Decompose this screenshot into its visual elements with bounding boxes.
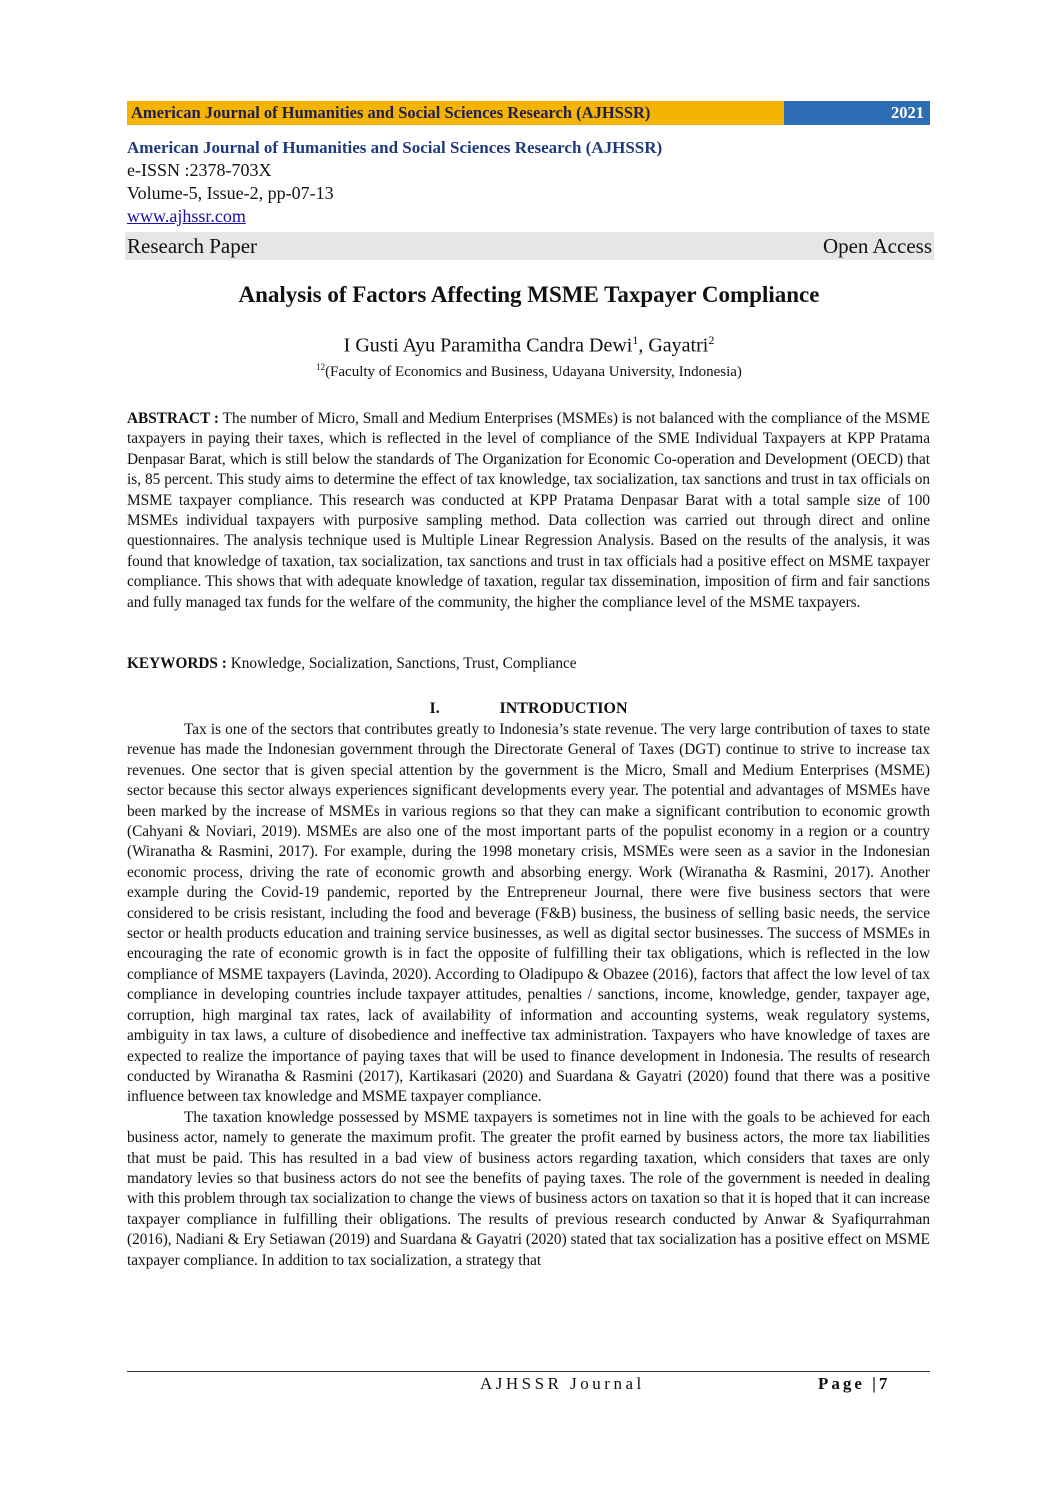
journal-meta xyxy=(127,136,662,228)
author-separator: , xyxy=(638,334,649,357)
authors-line xyxy=(0,333,1058,358)
affiliation-mark: 12 xyxy=(316,362,326,372)
journal-header-name: American Journal of Humanities and Social Sciences Research (AJHSSR) xyxy=(127,101,784,125)
abstract-label: ABSTRACT : xyxy=(127,410,220,427)
intro-paragraph-2: The taxation knowledge possessed by MSME taxpayers is sometimes not in line with the goals to be achieved for each business actor, namely to generate the maximum profit. The greater the profit earned by business actors, the more tax liabilities that must be paid. This has resulted in a bad view of business actors regarding taxation, which considers that taxes are only mandatory levies so that business actors do not see the benefits of paying taxes. The role of the government is needed in dealing with this problem through tax socialization to change the views of business actors on taxation so that it is hoped that it can increase taxpayer compliance in fulfilling their obligations. The results of previous research conducted by Anwar & Syafiqurrahman (2016), Nadiani & Ery Setiawan (2019) and Suardana & Gayatri (2020) stated that tax socialization has a positive effect on MSME taxpayer compliance. In addition to tax socialization, a strategy that xyxy=(127,1108,931,1269)
affiliation: (Faculty of Economics and Business, Udayana University, Indonesia) xyxy=(325,364,742,380)
meta-journal-name: American Journal of Humanities and Social Sciences Research (AJHSSR) xyxy=(127,138,663,157)
section-number: I. xyxy=(429,700,440,717)
journal-url-link[interactable]: www.ajhssr.com xyxy=(127,206,246,226)
keywords-label: KEYWORDS : xyxy=(127,655,227,672)
author-2-affil-mark: 2 xyxy=(708,333,715,347)
journal-header-bar xyxy=(127,101,930,125)
introduction-body xyxy=(127,720,930,1271)
paper-title: Analysis of Factors Affecting MSME Taxpayer Compliance xyxy=(238,282,820,307)
author-1-affil-mark: 1 xyxy=(632,333,639,347)
section-heading xyxy=(127,700,930,718)
journal-header-year: 2021 xyxy=(784,101,930,125)
intro-paragraph-1: Tax is one of the sectors that contributes greatly to Indonesia’s state revenue. The very large contribution of taxes to state revenue has made the Indonesian government through the Directorate General of Taxes (DGT) continue to strive to increase tax revenues. One sector that is given special attention by the government is the Micro, Small and Medium Enterprises (MSME) sector because this sector always experiences significant developments every year. The potential and advantages of MSMEs have been marked by the increase of MSMEs in various regions so that they can make a significant contribution to economic growth (Cahyani & Noviari, 2019). MSMEs are also one of the most important parts of the populist economy in a region or a country (Wiranatha & Rasmini, 2017). For example, during the 1998 monetary crisis, MSMEs were seen as a savior in the Indonesian economic process, driving the rate of economic growth and absorbing energy. Work (Wiranatha & Rasmini, 2017). Another example during the Covid-19 pandemic, reported by the Entrepreneur Journal, there were five business sectors that were considered to be crisis resistant, including the food and beverage (F&B) business, the business of selling basic needs, the service sector or health products education and training service businesses, as well as digital sector businesses. The success of MSMEs in encouraging the rate of economic growth is in fact the opposite of fulfilling their tax obligations, which is reflected in the low compliance of MSME taxpayers (Lavinda, 2020). According to Oladipupo & Obazee (2016), factors that affect the low level of tax compliance in developing countries include taxpayer attitudes, penalties / sanctions, income, knowledge, gender, taxpayer age, corruption, high marginal tax rates, lack of availability of information and accounting systems, weak regulatory systems, ambiguity in tax laws, a culture of disobedience and ineffective tax administration. Taxpayers who have knowledge of taxes are expected to realize the importance of paying taxes that will be used to finance development in Indonesia. The results of research conducted by Wiranatha & Rasmini (2017), Kartikasari (2020) and Suardana & Gayatri (2020) found that there was a positive influence between tax knowledge and MSME taxpayer compliance. xyxy=(127,721,930,1106)
keywords xyxy=(127,654,930,674)
abstract-text: The number of Micro, Small and Medium Enterprises (MSMEs) is not balanced with the compliance of the MSME taxpayers in paying their taxes, which is reflected in the level of compliance of the SME Individual Taxpayers at KPP Pratama Denpasar Barat, which is still below the standards of The Organization for Economic Co-operation and Development (OECD) that is, 85 percent. This study aims to determine the effect of tax knowledge, tax socialization, tax sanctions and trust in tax officials on MSME taxpayer compliance. This research was conducted at KPP Pratama Denpasar Barat with a total sample size of 100 MSMEs individual taxpayers with purposive sampling method. Data collection was carried out through direct and online questionnaires. The analysis technique used is Multiple Linear Regression Analysis. Based on the results of the analysis, it was found that knowledge of taxation, tax socialization, tax sanctions and trust in tax officials had a positive effect on MSME taxpayer compliance. This shows that with adequate knowledge of taxation, regular tax dissemination, imposition of firm and fair sanctions and fully managed tax funds for the welfare of the community, the higher the compliance level of the MSME taxpayers. xyxy=(127,410,930,611)
meta-volume: Volume-5, Issue-2, pp-07-13 xyxy=(127,183,334,203)
access-type: Open Access xyxy=(822,233,932,258)
affiliation-line xyxy=(0,362,1058,381)
paper-type-bar xyxy=(125,232,934,260)
abstract xyxy=(127,409,930,613)
footer-journal-name: AJHSSR Journal xyxy=(480,1374,645,1393)
author-2: Gayatri xyxy=(648,334,709,357)
footer-page-number: Page |7 xyxy=(818,1374,891,1393)
meta-eissn: e-ISSN :2378-703X xyxy=(127,160,272,180)
author-1: I Gusti Ayu Paramitha Candra Dewi xyxy=(343,334,633,357)
footer-divider xyxy=(127,1371,930,1372)
section-title: INTRODUCTION xyxy=(499,700,628,717)
keywords-text: Knowledge, Socialization, Sanctions, Trust, Compliance xyxy=(226,655,577,672)
paper-type: Research Paper xyxy=(127,233,258,258)
